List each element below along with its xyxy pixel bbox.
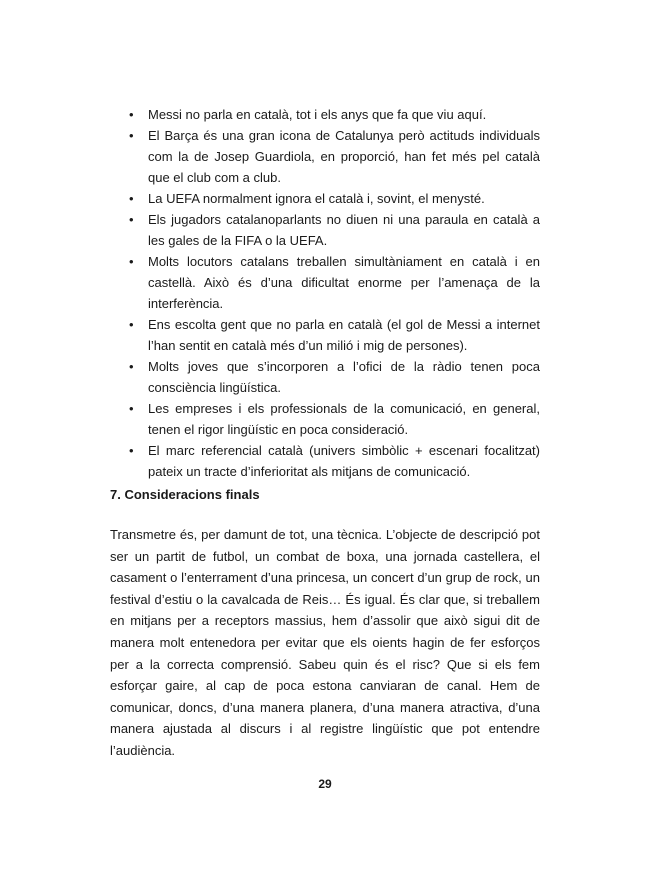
bullet-icon: • xyxy=(129,107,134,122)
list-item-text: Ens escolta gent que no parla en català (el gol de Messi a internet l’han sentit en català més d’un milió i mig de persones). xyxy=(148,317,540,353)
section-heading: 7. Consideracions finals xyxy=(110,487,260,502)
list-item-text: Molts joves que s’incorporen a l’ofici de la ràdio tenen poca consciència lingüística. xyxy=(148,359,540,395)
bullet-icon: • xyxy=(129,191,134,206)
bullet-icon: • xyxy=(129,254,134,269)
bullet-icon: • xyxy=(129,317,134,332)
list-item xyxy=(110,440,540,482)
bullet-icon: • xyxy=(129,359,134,374)
list-item-text: Les empreses i els professionals de la comunicació, en general, tenen el rigor lingüístic en poca consideració. xyxy=(148,401,540,437)
list-item xyxy=(110,356,540,398)
bullet-icon: • xyxy=(129,128,134,143)
list-item-text: El marc referencial català (univers simbòlic + escenari focalitzat) pateix un tracte d’inferioritat als mitjans de comunicació. xyxy=(148,443,540,479)
bullet-icon: • xyxy=(129,401,134,416)
list-item-text: Molts locutors catalans treballen simultàniament en català i en castellà. Això és d’una dificultat enorme per l’amenaça de la interferència. xyxy=(148,254,540,311)
list-item xyxy=(110,398,540,440)
bullet-icon: • xyxy=(129,212,134,227)
bullet-icon: • xyxy=(129,443,134,458)
list-item xyxy=(110,104,540,125)
list-item xyxy=(110,209,540,251)
list-item-text: Messi no parla en català, tot i els anys que fa que viu aquí. xyxy=(148,107,487,122)
bullet-list xyxy=(110,104,540,482)
list-item-text: Els jugadors catalanoparlants no diuen ni una paraula en català a les gales de la FIFA o la UEFA. xyxy=(148,212,540,248)
list-item xyxy=(110,188,540,209)
list-item-text: El Barça és una gran icona de Catalunya però actituds individuals com la de Josep Guardiola, en proporció, han fet més pel català que el club com a club. xyxy=(148,128,540,185)
body-paragraph: Transmetre és, per damunt de tot, una tècnica. L’objecte de descripció pot ser un partit de futbol, un combat de boxa, una jornada castellera, el casament o l’enterrament d’una princesa, un concert d’un grup de rock, un festival d’estiu o la cavalcada de Reis… És igual. És clar que, si treballem en mitjans per a receptors massius, hem d’assolir que això sigui dit de manera molt entenedora per evitar que els oients hagin de fer esforços per a la correcta comprensió. Sabeu quin és el risc? Que si els fem esforçar gaire, al cap de poca estona canviaran de canal. Hem de comunicar, doncs, d’una manera planera, d’una manera atractiva, d’una manera ajustada al discurs i al registre lingüístic que pot entendre l’audiència. xyxy=(110,527,540,758)
list-item xyxy=(110,125,540,188)
list-item-text: La UEFA normalment ignora el català i, sovint, el menysté. xyxy=(148,191,485,206)
list-item xyxy=(110,314,540,356)
page-number: 29 xyxy=(318,777,332,791)
list-item xyxy=(110,251,540,314)
